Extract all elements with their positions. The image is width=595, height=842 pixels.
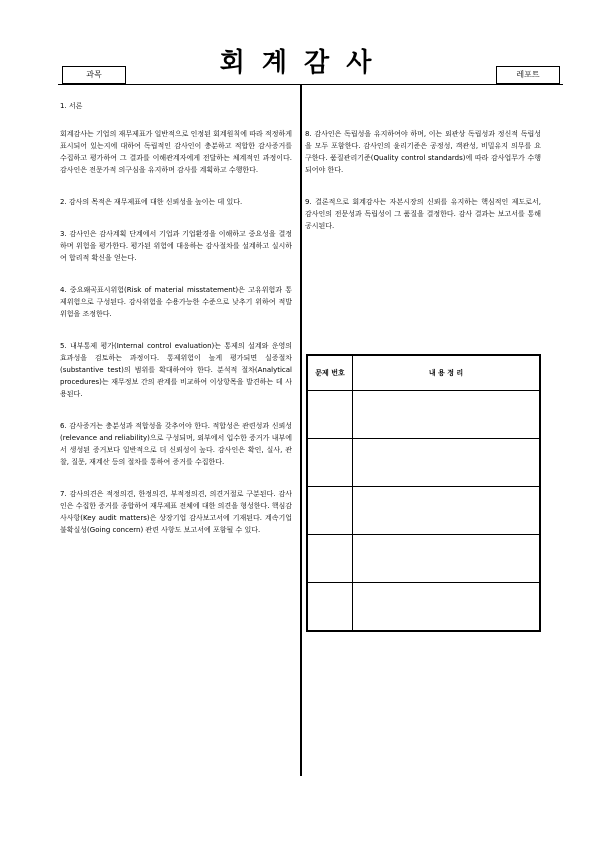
table-cell-number[interactable] — [307, 583, 353, 632]
column-header-content: 내 용 정 리 — [353, 355, 541, 391]
table-cell-content[interactable] — [353, 391, 541, 439]
table-cell-content[interactable] — [353, 439, 541, 487]
page-title: 회 계 감 사 — [219, 48, 376, 78]
body-paragraph: 6. 감사증거는 충분성과 적합성을 갖추어야 한다. 적합성은 관련성과 신뢰성(relevance and reliability)으로 구성되며, 외부에서 입수한 증거가 내부에서 생성된 증거보다 일반적으로 더 신뢰성이 높다. 감사인은 확인, 실사, 관찰, 질문, 재계산 등의 절차를 통하여 증거를 수집한다. — [60, 422, 292, 466]
section-heading: 1. 서론 — [60, 102, 83, 110]
body-paragraph: 8. 감사인은 독립성을 유지하여야 하며, 이는 외관상 독립성과 정신적 독립성을 모두 포함한다. 감사인의 윤리기준은 공정성, 객관성, 비밀유지 의무를 요구한다. 품질관리기준(Quality control standards)에 따라 감사업무가 수행되어야 한다. — [305, 130, 541, 174]
body-paragraph: 5. 내부통제 평가(Internal control evaluation)는 통제의 설계와 운영의 효과성을 검토하는 과정이다. 통제위험이 높게 평가되면 실증절차(substantive test)의 범위를 확대하여야 한다. 분석적 절차(Analytical procedures)는 재무정보 간의 관계를 비교하여 이상항목을 발견하는 데 사용된다. — [60, 342, 292, 398]
table-header-row — [307, 355, 540, 391]
table-cell-number[interactable] — [307, 487, 353, 535]
column-header-number: 문제 번호 — [307, 355, 353, 391]
body-paragraph: 2. 감사의 목적은 재무제표에 대한 신뢰성을 높이는 데 있다. — [60, 198, 243, 206]
right-column — [305, 128, 541, 252]
left-column — [60, 100, 292, 556]
body-paragraph: 회계감사는 기업의 재무제표가 일반적으로 인정된 회계원칙에 따라 적정하게 표시되어 있는지에 대하여 독립적인 감사인이 충분하고 적합한 감사증거를 수집하고 평가하여 그 결과를 이해관계자에게 전달하는 체계적인 과정이다. 감사인은 전문가적 의구심을 유지하며 감사를 계획하고 수행한다. — [60, 130, 292, 174]
summary-table — [306, 354, 541, 632]
body-paragraph: 4. 중요왜곡표시위험(Risk of material misstatement)은 고유위험과 통제위험으로 구성된다. 감사위험을 수용가능한 수준으로 낮추기 위하여 적발위험을 조정한다. — [60, 286, 292, 318]
report-tag: 레포트 — [496, 66, 560, 84]
body-paragraph: 9. 결론적으로 회계감사는 자본시장의 신뢰를 유지하는 핵심적인 제도로서, 감사인의 전문성과 독립성이 그 품질을 결정한다. 감사 결과는 보고서를 통해 공시된다. — [305, 198, 541, 230]
subject-tag: 과목 — [62, 66, 126, 84]
body-paragraph: 7. 감사의견은 적정의견, 한정의견, 부적정의견, 의견거절로 구분된다. 감사인은 수집한 증거를 종합하여 재무제표 전체에 대한 의견을 형성한다. 핵심감사사항(Key audit matters)은 상장기업 감사보고서에 기재된다. 계속기업 불확실성(Going concern) 관련 사항도 보고서에 포함될 수 있다. — [60, 490, 292, 534]
table-row — [307, 439, 540, 487]
table-cell-content[interactable] — [353, 535, 541, 583]
table-row — [307, 391, 540, 439]
header-rule — [58, 84, 563, 85]
table-row — [307, 487, 540, 535]
column-divider — [300, 84, 302, 776]
table-row — [307, 583, 540, 632]
table-cell-content[interactable] — [353, 487, 541, 535]
table-cell-content[interactable] — [353, 583, 541, 632]
table-cell-number[interactable] — [307, 391, 353, 439]
body-paragraph: 3. 감사인은 감사계획 단계에서 기업과 기업환경을 이해하고 중요성을 결정하며 위험을 평가한다. 평가된 위험에 대응하는 감사절차를 설계하고 실시하여 합리적 확신을 얻는다. — [60, 230, 292, 262]
table-cell-number[interactable] — [307, 535, 353, 583]
table-cell-number[interactable] — [307, 439, 353, 487]
table-row — [307, 535, 540, 583]
